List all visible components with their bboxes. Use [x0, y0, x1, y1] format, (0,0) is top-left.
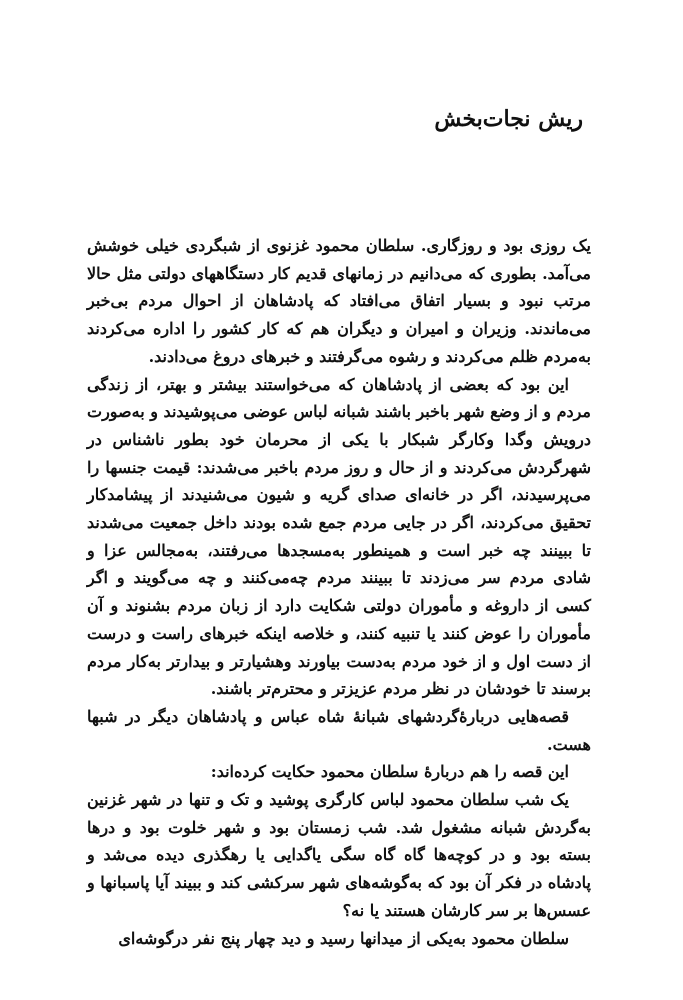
paragraph: یک شب سلطان محمود لباس کارگری پوشید و تک و تنها در شهر غزنین به‌گردش شبانه مشغول شد. شب زمستان بود و شهر خلوت بود و درها بسته بود و در کوچه‌ها گاه گاه سگی یاگدایی یا رهگذری دیده می‌شد و پادشاه در فکر آن بود که به‌گوشه‌های شهر سرکشی کند و ببیند آیا پاسبانها و عسس‌ها بر سر کارشان هستند یا نه؟ — [87, 790, 591, 920]
chapter-title: ریش نجات‌بخش — [434, 106, 583, 132]
paragraph: یک روزی بود و روزگاری. سلطان محمود غزنوی از شبگردی خیلی خوشش می‌آمد. بطوری که می‌دانیم در زمانهای قدیم کار دستگاههای دولتی مثل حالا مرتب نبود و بسیار اتفاق می‌افتاد که پادشاهان از احوال مردم بی‌خبر می‌ماندند. وزیران و امیران و دیگران هم که کار کشور را اداره می‌کردند به‌مردم ظلم می‌کردند و رشوه می‌گرفتند و خبرهای دروغ می‌دادند. — [87, 236, 591, 366]
paragraph: این بود که بعضی از پادشاهان که می‌خواستند بیشتر و بهتر، از زندگی مردم و از وضع شهر باخبر باشند شبانه لباس عوضی می‌پوشیدند و به‌صورت درویش وگدا وکارگر شبکار با یکی از محرمان خود بطور ناشناس در شهرگردش می‌کردند و از حال و روز مردم باخبر می‌شدند: قیمت جنسها را می‌پرسیدند، اگر در خانه‌ای صدای گریه و شیون می‌شنیدند از پیشامدکار تحقیق می‌کردند، اگر در جایی مردم جمع شده بودند داخل جمعیت می‌شدند تا ببینند چه خبر است و همینطور به‌مسجدها می‌رفتند، به‌مجالس عزا و شادی مردم سر می‌زدند تا ببینند مردم چه‌می‌کنند و چه می‌گویند و اگر کسی از داروغه و مأموران دولتی شکایت دارد از زبان مردم بشنوند و آن مأموران را عوض کنند یا تنبیه کنند، و خلاصه اینکه خبرهای راست و درست از دست اول و از خود مردم به‌دست بیاورند وهشیارتر و بیدارتر به‌کار مردم برسند تا خودشان در نظر مردم عزیزتر و محترم‌تر باشند. — [87, 374, 591, 699]
paragraph: این قصه را هم دربارهٔ سلطان محمود حکایت کرده‌اند: — [210, 762, 569, 782]
body-text — [87, 232, 591, 952]
paragraph: قصه‌هایی دربارهٔ‌گردشهای شبانهٔ شاه عباس و پادشاهان دیگر در شبها هست. — [87, 706, 591, 754]
paragraph: سلطان محمود به‌یکی از میدانها رسید و دید چهار پنج نفر درگوشه‌ای — [118, 928, 569, 948]
